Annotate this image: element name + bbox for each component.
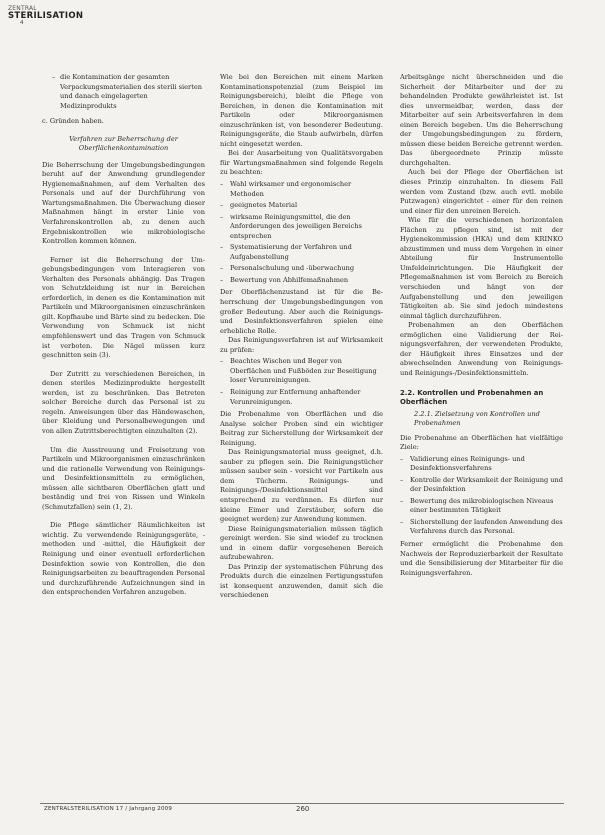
list-item: – Bewertung von Abhilfemaßnahmen <box>220 276 383 286</box>
logo-sub-text: 4 <box>20 19 24 26</box>
paragraph: Arbeitsgänge nicht überschneiden und die Sicherheit der Mitarbeiter und der zu behandelnden Produkte gewährleistet ist. Ist dies unvermeidbar, werden, dass der Mitarbeiter auf sein Arbeitsverfahren in dem einen Bereich begeben. Um die Beherrschung der Umgebungsbedingungen zu fördern, müssen diese beiden Bereiche getrennt werden. Das übergeordnete Prinzip müsste durchgehalten. <box>400 73 563 167</box>
text-column-2 <box>220 73 383 601</box>
section-heading: 2.2. Kontrollen und Probenahmen an Oberflächen <box>400 388 544 406</box>
list-item: – Kontrolle der Wirksamkeit der Reinigung und der Desinfektion <box>400 476 563 495</box>
list-item: – Reinigung zur Entfernung anhaftender Verunreinigungen. <box>220 388 383 407</box>
logo-top-text: ZENTRAL <box>8 5 37 12</box>
list-item: – Validierung eines Reinigungs- und Desinfektionsverfahrens <box>400 455 563 474</box>
paragraph: Die Pflege sämtlicher Räumlichkeiten ist wichtig. Zu verwendende Reinigungsgeräte, -methoden und -mittel, die Häufigkeit der Reinigung und einer eventuell erforderlichen Desinfektion sowie von Kontrollen, die den Reinigungsarbeiten zu beauftragenden Personal und durchzuführende Aufzeichnungen sind in den entsprechenden Verfahren anzugeben. <box>42 521 205 597</box>
list-item-c: c. Gründen haben. <box>42 117 104 126</box>
paragraph: Die Beherrschung der Umgebungsbedingungen beruht auf der Anwendung grundlegender Hygienemaßnahmen, auf dem Verhalten des Personals und auf der Durchführung von Wartungsmaßnahmen. Die Überwachung dieser Maßnahmen hängt in erster Linie von Verfahrenskontrollen ab, zu denen auch Ergebniskontrollen wie mikrobiologische Kontrollen kommen können. <box>42 160 205 246</box>
paragraph: Das Prinzip der systematischen Führung des Produkts durch die einzelnen Fertigungsstufen ist konsequent anzuwenden, damit sich die verschiedenen <box>220 562 383 600</box>
footer-rule <box>40 803 564 804</box>
paragraph: Der Oberflächenzustand ist für die Beherrschung der Umgebungsbedingungen von großer Bedeutung. Aber auch die Reinigungs- und Desinfektionsverfahren spielen eine erhebliche Rolle. <box>220 288 383 335</box>
paragraph: Ferner ist die Beherrschung der Umgebungsbedingungen vom Interagieren von Verhalten des Personals abhängig. Das Tragen von Schutzkleidung ist nur in Bereichen erforderlich, in denen es die Kontamination mit Partikeln und Mikroorganismen einzuschränken gilt. Kopfhaube und Bärte sind zu bedecken. Die Verwendung von Schmuck ist nicht empfehlenswert und das Tragen von Schmuck ist verboten. Die Nägel müssen kurz geschnitten sein (3). <box>42 255 205 360</box>
cleaning-steps-list <box>220 357 383 407</box>
list-item: – Bewertung des mikrobiologischen Niveaus einer bestimmten Tätigkeit <box>400 497 563 516</box>
continued-list <box>52 73 205 111</box>
journal-logo <box>8 6 83 26</box>
list-item: – Systematisierung der Verfahren und Aufgabenstellung <box>220 243 383 262</box>
paragraph: Bei der Ausarbeitung von Qualitätsvorgaben für Wartungsmaßnahmen sind folgende Regeln zu beachten: <box>220 149 383 177</box>
list-item: – Personalschulung und -überwachung <box>220 264 383 274</box>
paragraph: Wie bei den Bereichen mit einem Marken Kontaminationspotenzial (zum Beispiel im Reinigungsbereich), bleibt die Pflege von Bereichen, in denen die Kontamination mit Partikeln oder Mikroorganismen einzuschränken ist, von besonderer Bedeutung. Reinigungsgeräte, die Staub aufwirbeln, dürfen nicht eingesetzt werden. <box>220 73 383 148</box>
list-item: – Beachtes Wischen und Beger von Oberflächen und Fußböden zur Beseitigung loser Verunreinigungen. <box>220 357 383 386</box>
goals-list <box>400 455 563 537</box>
paragraph: Auch bei der Pflege der Oberflächen ist dieses Prinzip einzuhalten. In diesem Fall werden vom Zustand (bzw. auch evtl. mobile Putzwagen) eingerichtet - einer für den reinen und einer für den unreinen Bereich. <box>400 168 563 215</box>
list-item: – wirksame Reinigungsmittel, die den Anforderungen des jeweiligen Bereichs entsprechen <box>220 213 383 242</box>
paragraph: Der Zutritt zu verschiedenen Bereichen, in denen steriles Medizinprodukte hergestellt werden, ist zu beschränken. Das Betreten solcher Bereiche durch das Personal ist zu regeln. Anweisungen über das Händewaschen, über Kleidung und Personalbewegungen und von allen Zutrittsberechtigten einzuhalten (2). <box>42 369 205 435</box>
list-item: – geeignetes Material <box>220 201 383 211</box>
list-item: – Wahl wirksamer und ergonomischer Methoden <box>220 180 383 199</box>
paragraph: Ferner ermöglicht die Probenahme den Nachweis der Reproduzierbarkeit der Resultate und die Sensibilisierung der Mitarbeiter für die Reinigungsverfahren. <box>400 539 563 577</box>
paragraph: Probenahmen an den Oberflächen ermöglichen eine Validierung der Reinigungsverfahren, der verwendeten Produkte, der Häufigkeit ihres Einsatzes und der abwechselnden Anwendung von Reinigungs- und Reinigungs-/Desinfektionsmitteln. <box>400 321 563 377</box>
footer-journal: ZENTRALSTERILISATION 17 / Jahrgang 2009 <box>44 806 173 812</box>
page-number: 260 <box>296 805 310 813</box>
list-item: – die Kontamination der gesamten Verpackungsmaterialien des sterili sierten und danach eingelagerten Medizinprodukts <box>52 73 205 111</box>
section-subheading: Verfahren zur Beherrschung der Oberflächenkontamination <box>69 134 178 152</box>
subsection-heading: 2.2.1. Zielsetzung von Kontrollen und Probenahmen <box>414 409 540 427</box>
text-column-1 <box>42 73 205 598</box>
paragraph: Das Reinigungsverfahren ist auf Wirksamkeit zu prüfen: <box>220 336 383 354</box>
logo-main-text: STERILISATION <box>8 11 84 21</box>
text-column-3 <box>400 73 563 578</box>
paragraph: Das Reinigungsmaterial muss geeignet, d.h. sauber zu pflegen sein. Die Reinigungstücher müssen sauber sein - vorsicht vor Partikeln aus dem Tücherm. Reinigungs- und Reinigungs-/Desinfektionsmittel sind entsprechend zu verdünnen. Es dürfen nur kleine Eimer und Zerstäuber, sofern die geeignet werden) zur Anwendung kommen. <box>220 448 383 524</box>
paragraph: Die Probenahme an Oberflächen hat vielfältige Ziele: <box>400 433 563 452</box>
paragraph: Diese Reinigungsmaterialien müssen täglich gereinigt werden. Sie sind wiedef zu trocknen und in einem dafür vorgesehenen Bereich aufzubewahren. <box>220 524 383 562</box>
paragraph: Wie für die verschiedenen horizontalen Flächen zu pflegen sind, ist mit der Hygienekommission (HKA) und dem KRINKO abzustimmen und muss dem Vorgehen in einer Abteilung für Instrumentelle Umfeldeinrichtungen. Die Häufigkeit der Pflegemaßnahmen ist vom Bereich zu Bereich verschieden und hängt von der Aufgabenstellung und den jeweiligen Tätigkeiten ab. Sie sind jedoch mindestens einmal täglich durchzuführen. <box>400 216 563 320</box>
paragraph: Um die Ausstreuung und Freisetzung von Partikeln und Mikroorganismen einzuschränken und die rationelle Verwendung von Reinigungs- und Desinfektionsmitteln zu ermöglichen, müssen alle sichtbaren Oberflächen glatt und beständig und frei von Rissen und Winkeln (Schmutzfallen) sein (1, 2). <box>42 445 205 511</box>
rules-list <box>220 180 383 285</box>
list-item: – Sicherstellung der laufenden Anwendung des Verfahrens durch das Personal. <box>400 518 563 537</box>
paragraph: Die Probenahme von Oberflächen und die Analyse solcher Proben sind ein wichtiger Beitrag zur Sicherstellung der Wirksamkeit der Reinigung. <box>220 410 383 447</box>
